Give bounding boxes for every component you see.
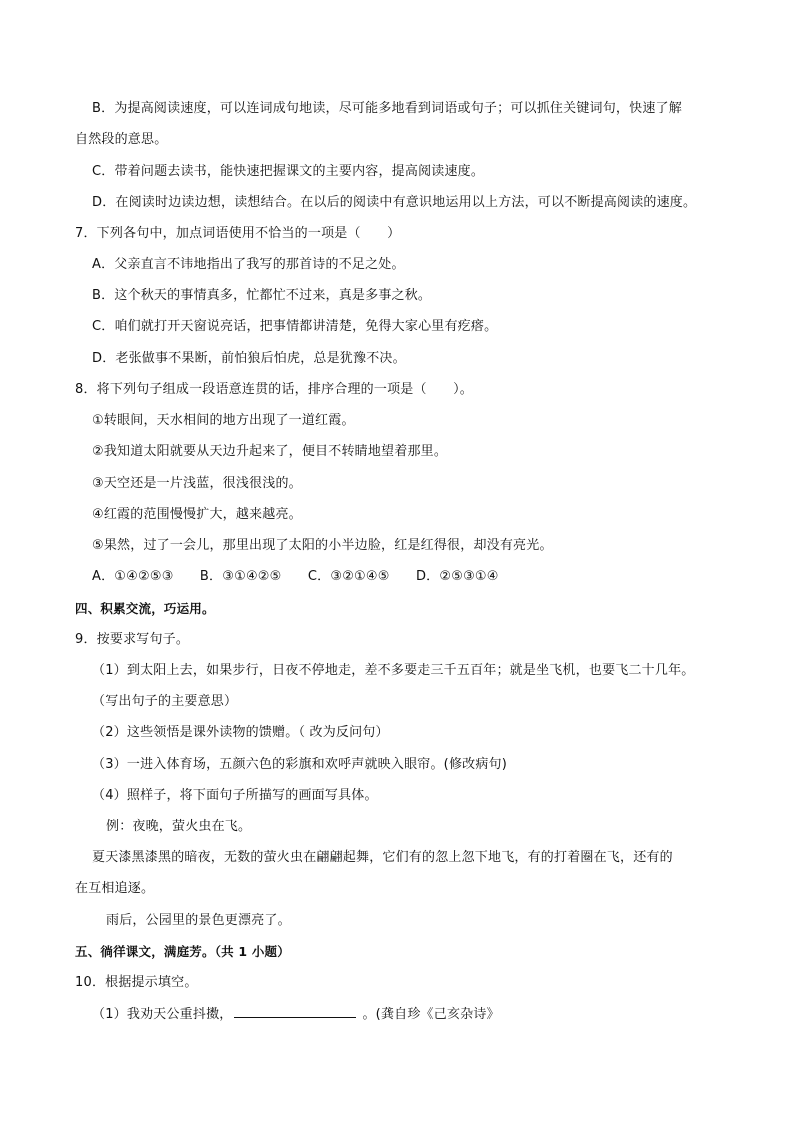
q9-example-continuation: 在互相追逐。	[75, 881, 155, 896]
q9-part-1: （1）到太阳上去，如果步行，日夜不停地走，差不多要走三千五百年；就是坐飞机，也要飞二十几年。	[92, 663, 695, 678]
q9-part-1-instruction: （写出句子的主要意思）	[92, 694, 238, 709]
q8-option-b: B．③①④②⑤	[199, 569, 282, 584]
option-b-continuation: 自然段的意思。	[75, 132, 168, 147]
q9-part-2: （2）这些领悟是课外读物的馈赠。（ 改为反问句）	[92, 725, 389, 740]
q8-option-d: D．②⑤③①④	[415, 569, 499, 584]
q8-sentence-1: ①转眼间，天水相间的地方出现了一道红霞。	[92, 413, 355, 428]
q8-sentence-5: ⑤果然，过了一会儿，那里出现了太阳的小半边脸，红是红得很，却没有亮光。	[92, 538, 553, 553]
option-b-text: B．为提高阅读速度，可以连词成句地读，尽可能多地看到词语或句子；可以抓住关键词句，快速了解	[92, 101, 682, 116]
question-7-stem: 7．下列各句中，加点词语使用不恰当的一项是（ ）	[75, 226, 401, 241]
q9-task-sentence: 雨后，公园里的景色更漂亮了。	[106, 913, 291, 928]
q10-part-1-prefix: （1）我劝天公重抖擞，	[92, 1007, 233, 1022]
option-c-text: C．带着问题去读书，能快速把握课文的主要内容，提高阅读速度。	[92, 164, 485, 179]
q8-option-c: C．③②①④⑤	[307, 569, 390, 584]
q10-part-1	[92, 1005, 500, 1024]
q9-example-text: 夏天漆黑漆黑的暗夜，无数的萤火虫在翩翩起舞，它们有的忽上忽下地飞，有的打着圈在飞，还有的	[92, 850, 673, 865]
q7-option-c: C．咱们就打开天窗说亮话，把事情都讲清楚，免得大家心里有疙瘩。	[92, 319, 498, 334]
q10-part-1-suffix: 。(龚自珍《己亥杂诗》	[362, 1007, 500, 1022]
q8-options-row	[92, 568, 499, 586]
q8-sentence-3: ③天空还是一片浅蓝，很浅很浅的。	[92, 476, 302, 491]
section-5-heading: 五、徜徉课文，满庭芳。（共 1 小题）	[75, 944, 290, 959]
question-10-stem: 10．根据提示填空。	[75, 975, 198, 990]
section-4-heading: 四、积累交流，巧运用。	[75, 601, 215, 616]
q8-sentence-2: ②我知道太阳就要从天边升起来了，便目不转睛地望着那里。	[92, 444, 448, 459]
question-9-stem: 9．按要求写句子。	[75, 632, 190, 647]
answer-blank[interactable]	[234, 1005, 356, 1018]
q9-part-3: （3）一进入体育场，五颜六色的彩旗和欢呼声就映入眼帘。(修改病句)	[92, 757, 508, 772]
question-8-stem: 8．将下列句子组成一段语意连贯的话，排序合理的一项是（ ）。	[75, 382, 473, 397]
q8-option-a: A．①④②⑤③	[92, 569, 174, 584]
q7-option-b: B．这个秋天的事情真多，忙都忙不过来，真是多事之秋。	[92, 288, 432, 303]
q9-part-4: （4）照样子，将下面句子所描写的画面写具体。	[92, 788, 378, 803]
q7-option-a: A．父亲直言不讳地指出了我写的那首诗的不足之处。	[92, 257, 405, 272]
q8-sentence-4: ④红霞的范围慢慢扩大，越来越亮。	[92, 507, 302, 522]
q9-example-label: 例：夜晚，萤火虫在飞。	[106, 819, 252, 834]
option-d-text: D．在阅读时边读边想，读想结合。在以后的阅读中有意识地运用以上方法，可以不断提高阅读的速度。	[92, 195, 697, 210]
q7-option-d: D．老张做事不果断，前怕狼后怕虎，总是犹豫不决。	[92, 351, 406, 366]
